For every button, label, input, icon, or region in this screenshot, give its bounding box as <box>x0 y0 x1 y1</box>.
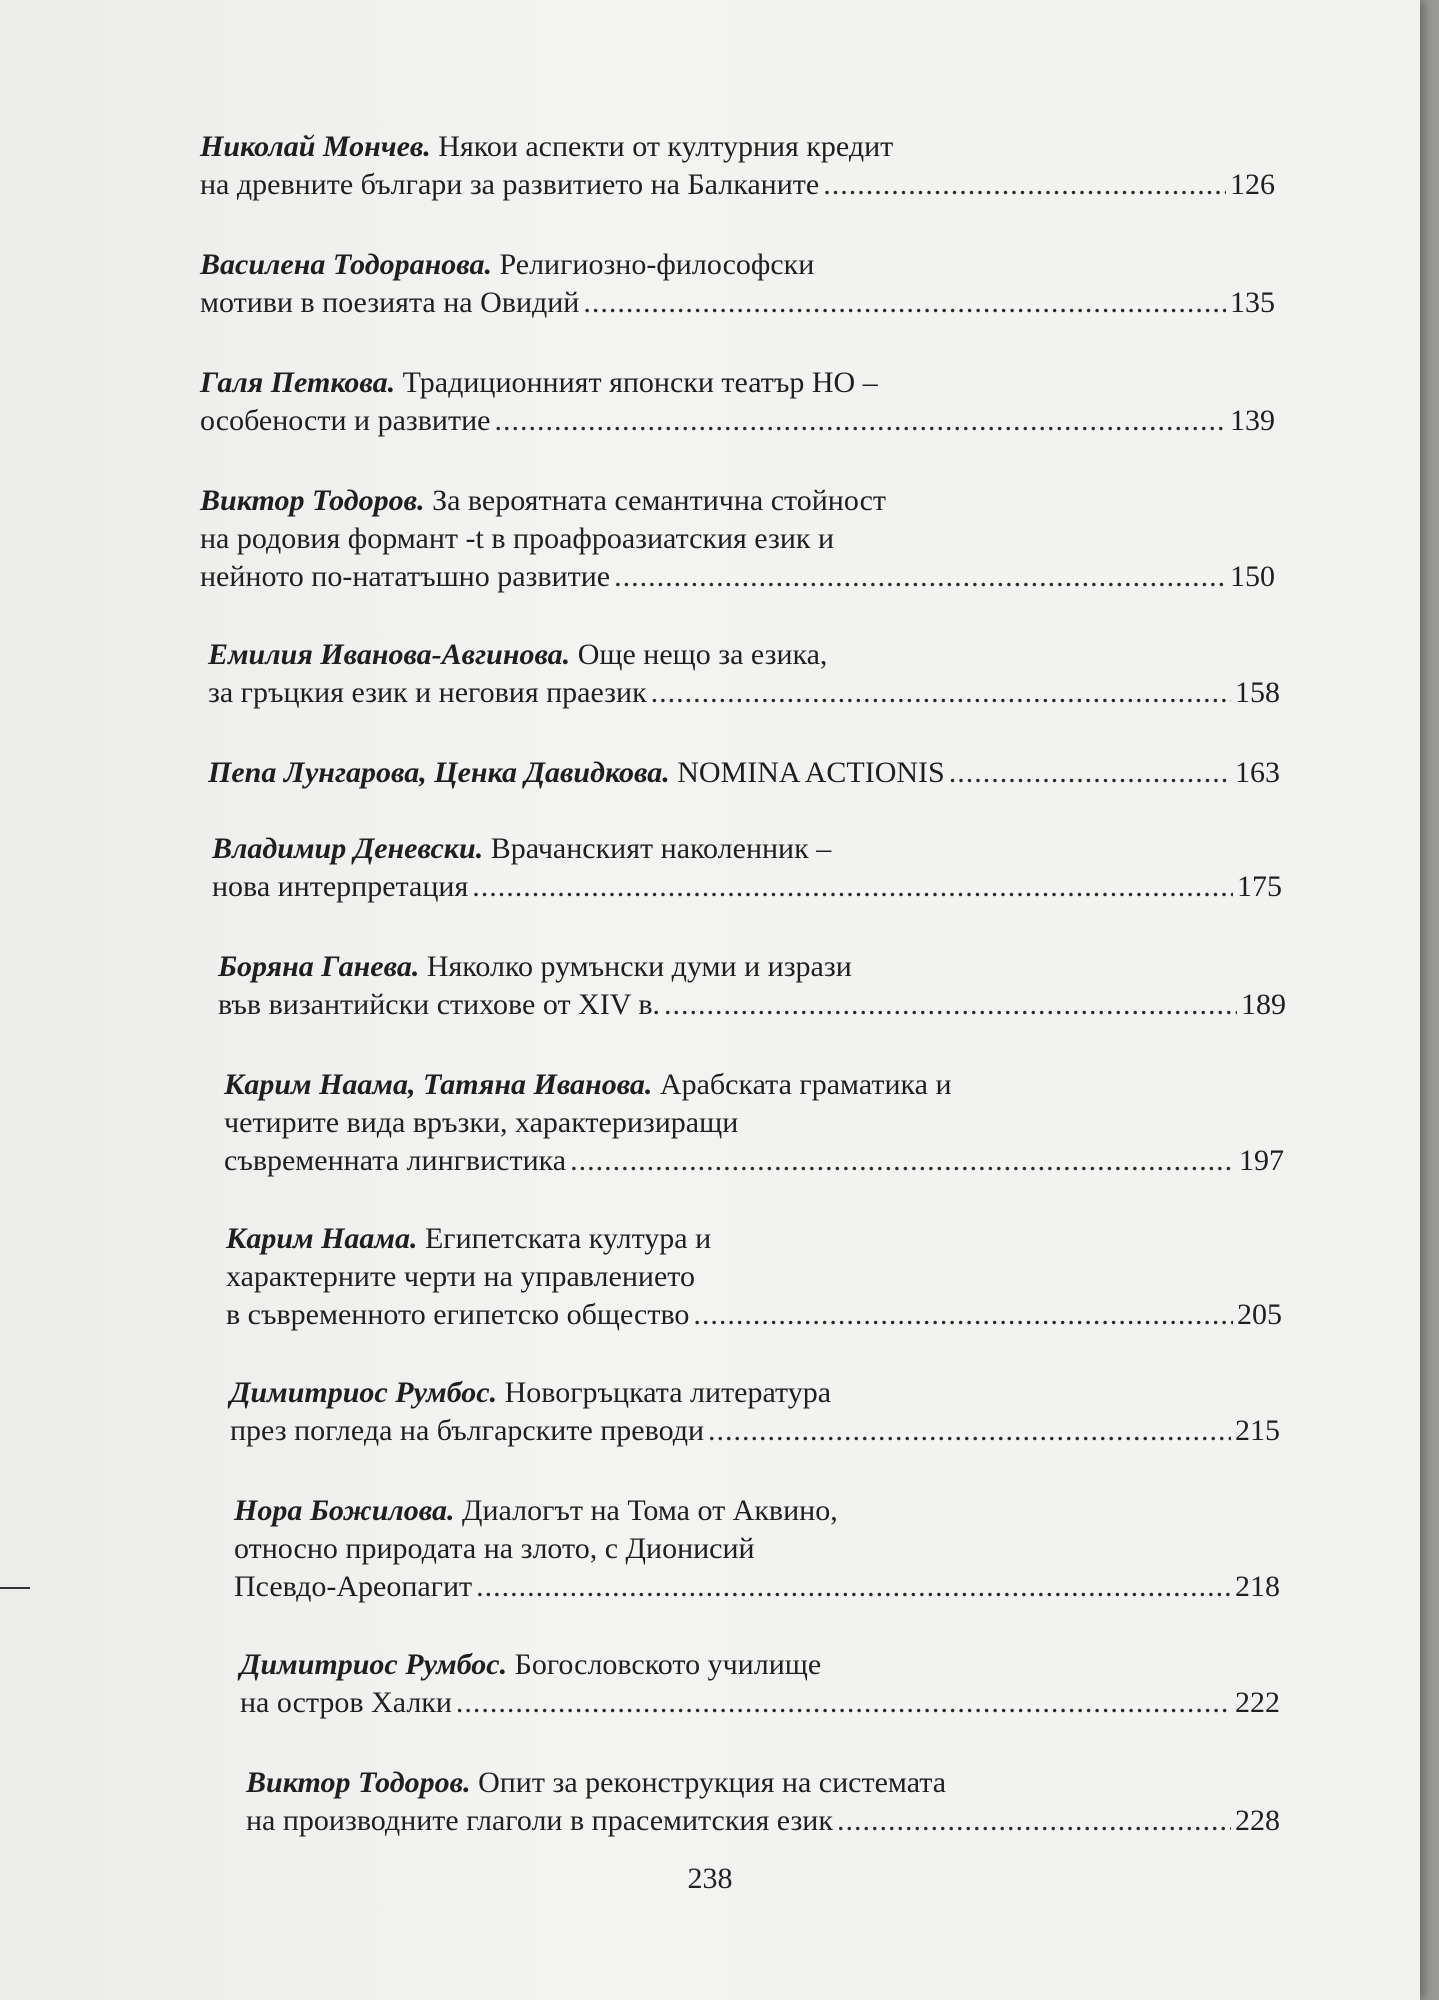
entry-author: Галя Петкова. <box>200 366 396 399</box>
entry-author: Карим Наама, Татяна Иванова. <box>224 1068 653 1101</box>
entry-page-number: 189 <box>1241 988 1286 1021</box>
toc-entry <box>218 948 1286 1024</box>
entry-title-line: особености и развитие <box>200 404 491 437</box>
dot-leader <box>570 1142 1235 1180</box>
toc-entry-line <box>224 1066 1284 1104</box>
entry-page-number: 222 <box>1235 1686 1280 1719</box>
toc-entry <box>200 364 1275 440</box>
entry-title-line: четирите вида връзки, характеризиращи <box>224 1106 739 1139</box>
dot-leader <box>494 402 1226 440</box>
dot-leader <box>476 1568 1231 1606</box>
entry-author: Карим Наама. <box>226 1222 418 1255</box>
toc-entry <box>200 482 1275 596</box>
toc-entry-line <box>240 1684 1280 1722</box>
entry-title-line: мотиви в поезията на Овидий <box>200 286 580 319</box>
entry-title-line: във византийски стихове от XIV в. <box>218 988 661 1021</box>
entry-page-number: 175 <box>1237 870 1282 903</box>
entry-page-number: 205 <box>1237 1298 1282 1331</box>
toc-entry-line <box>200 482 1275 520</box>
entry-title: Новогръцката литература <box>504 1376 832 1409</box>
toc-entry-line <box>200 128 1275 166</box>
entry-title: Някои аспекти от културния кредит <box>438 130 894 163</box>
toc-entry-line <box>230 1412 1280 1450</box>
entry-title: Врачанският наколенник – <box>490 832 832 865</box>
entry-title-line: в съвременното египетско общество <box>226 1298 690 1331</box>
entry-title: За вероятната семантична стойност <box>432 484 887 517</box>
toc-entry-line <box>208 674 1280 712</box>
toc-entry <box>200 128 1275 204</box>
entry-title-line: на остров Халки <box>240 1686 452 1719</box>
entry-page-number: 135 <box>1230 286 1275 319</box>
dot-leader <box>664 986 1237 1024</box>
toc-entry <box>226 1220 1282 1334</box>
dot-leader <box>708 1412 1231 1450</box>
page-number: 238 <box>687 1862 733 1895</box>
dot-leader <box>949 754 1231 792</box>
dot-leader <box>614 558 1226 596</box>
entry-title-line: през погледа на българските преводи <box>230 1414 705 1447</box>
toc-entry-line <box>200 558 1275 596</box>
entry-title: NOMINA ACTIONIS <box>677 756 945 789</box>
entry-title: Богословското училище <box>514 1648 822 1681</box>
toc-entry-line <box>234 1492 1280 1530</box>
entry-page-number: 158 <box>1235 676 1280 709</box>
entry-title: Египетската култура и <box>424 1222 712 1255</box>
toc-entry-line <box>200 402 1275 440</box>
entry-page-number: 197 <box>1239 1144 1284 1177</box>
entry-author: Василена Тодоранова. <box>200 248 492 281</box>
entry-author: Боряна Ганева. <box>218 950 420 983</box>
entry-author: Виктор Тодоров. <box>246 1766 471 1799</box>
entry-title-line: нейното по-нататъшно развитие <box>200 560 611 593</box>
entry-author: Владимир Деневски. <box>212 832 484 865</box>
toc-entry <box>208 754 1280 792</box>
dot-leader <box>837 1802 1231 1840</box>
entry-title-line: характерните черти на управлението <box>226 1260 695 1293</box>
toc-entry <box>234 1492 1280 1606</box>
toc-entry <box>224 1066 1284 1180</box>
entry-page-number: 163 <box>1235 756 1280 789</box>
toc-entry-line <box>208 754 1280 792</box>
toc-entry-line <box>212 868 1282 906</box>
dot-leader <box>583 284 1226 322</box>
toc-entry-line <box>218 986 1286 1024</box>
toc-entry-line <box>218 948 1286 986</box>
entry-title: Арабската граматика и <box>659 1068 952 1101</box>
entry-page-number: 126 <box>1230 168 1275 201</box>
toc-entry <box>246 1764 1280 1840</box>
entry-page-number: 150 <box>1230 560 1275 593</box>
toc-entry <box>240 1646 1280 1722</box>
toc-entry <box>200 246 1275 322</box>
entry-title: Още нещо за езика, <box>577 638 828 671</box>
entry-title: Религиозно-философски <box>499 248 815 281</box>
toc-entry-line <box>200 246 1275 284</box>
toc-entry-line <box>240 1646 1280 1684</box>
entry-title: Традиционният японски театър НО – <box>402 366 878 399</box>
toc-entry-line <box>226 1220 1282 1258</box>
entry-author: Емилия Иванова-Авгинова. <box>208 638 571 671</box>
dot-leader <box>651 674 1231 712</box>
toc-entry-line <box>200 166 1275 204</box>
entry-title: Няколко румънски думи и изрази <box>426 950 852 983</box>
entry-title-line: относно природата на злото, с Дионисий <box>234 1532 755 1565</box>
toc-entry-line <box>208 636 1280 674</box>
toc-entry <box>208 636 1280 712</box>
entry-title: Диалогът на Тома от Аквино, <box>462 1494 838 1527</box>
entry-title-line: на родовия формант -t в проафроазиатския език и <box>200 522 835 555</box>
toc-entry-line <box>246 1802 1280 1840</box>
toc-entry-line <box>230 1374 1280 1412</box>
toc-entry-line <box>200 284 1275 322</box>
toc-entry <box>212 830 1282 906</box>
edge-mark <box>0 1587 30 1589</box>
entry-title: Опит за реконструкция на системата <box>478 1766 947 1799</box>
entry-title-line: на производните глаголи в прасемитския език <box>246 1804 833 1837</box>
entry-author: Димитриос Румбос. <box>230 1376 498 1409</box>
dot-leader <box>472 868 1233 906</box>
entry-author: Виктор Тодоров. <box>200 484 425 517</box>
entry-title-line: на древните българи за развитието на Балканите <box>200 168 820 201</box>
toc-entry <box>230 1374 1280 1450</box>
entry-author: Димитриос Румбос. <box>240 1648 508 1681</box>
entry-title-line: нова интерпретация <box>212 870 469 903</box>
toc-entry-line <box>200 364 1275 402</box>
toc-entry-line <box>224 1142 1284 1180</box>
entry-page-number: 215 <box>1235 1414 1280 1447</box>
toc-entry-line <box>226 1296 1282 1334</box>
entry-title-line: съвременната лингвистика <box>224 1144 567 1177</box>
toc-entry-line <box>234 1568 1280 1606</box>
entry-author: Пепа Лунгарова, Ценка Давидкова. <box>208 756 670 789</box>
entry-page-number: 139 <box>1230 404 1275 437</box>
dot-leader <box>693 1296 1233 1334</box>
dot-leader <box>823 166 1226 204</box>
entry-title-line: за гръцкия език и неговия праезик <box>208 676 647 709</box>
entry-page-number: 228 <box>1235 1804 1280 1837</box>
entry-author: Николай Мончев. <box>200 130 431 163</box>
entry-author: Нора Божилова. <box>234 1494 455 1527</box>
toc-entry-line <box>212 830 1282 868</box>
dot-leader <box>456 1684 1231 1722</box>
entry-title-line: Псевдо-Ареопагит <box>234 1570 473 1603</box>
entry-page-number: 218 <box>1235 1570 1280 1603</box>
toc-entry-line <box>246 1764 1280 1802</box>
